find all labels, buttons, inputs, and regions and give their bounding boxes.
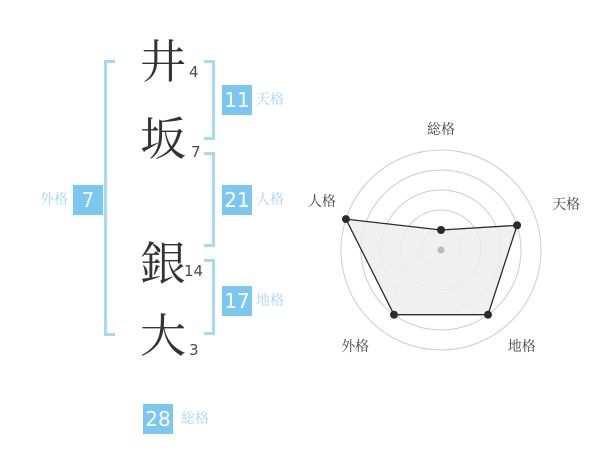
chikaku-value-badge: 17 [222, 286, 252, 316]
radar-data-point [390, 311, 398, 319]
radar-data-polygon [346, 219, 517, 315]
jinkaku-value-badge: 21 [222, 185, 252, 215]
jinkaku-label: 人格 [256, 192, 284, 208]
tenkaku-value-badge: 11 [222, 85, 252, 115]
name-character-1: 井 [140, 35, 186, 89]
radar-axis-label: 天格 [552, 197, 581, 214]
radar-data-point [484, 311, 492, 319]
name-character-4: 大 [140, 309, 186, 363]
radar-data-point [437, 226, 445, 234]
radar-axis-label: 総格 [427, 122, 455, 138]
stroke-count-4: 3 [189, 341, 199, 359]
chikaku-label: 地格 [256, 293, 284, 309]
gaikaku-label: 外格 [40, 192, 68, 208]
radar-axis-label: 外格 [341, 338, 370, 355]
stroke-count-2: 7 [191, 143, 201, 161]
soukaku-value-badge: 28 [143, 404, 173, 434]
stroke-count-3: 14 [184, 262, 204, 280]
stroke-count-1: 4 [189, 63, 199, 81]
radar-axis-label: 地格 [507, 338, 536, 355]
radar-data-point [513, 221, 521, 229]
name-character-2: 坂 [140, 112, 186, 166]
radar-axis-label: 人格 [307, 194, 336, 211]
soukaku-label: 総格 [181, 411, 209, 427]
radar-data-point [342, 215, 350, 223]
radar-center-dot [438, 247, 445, 254]
tenkaku-label: 天格 [256, 92, 284, 108]
name-character-3: 銀 [140, 237, 186, 291]
gaikaku-value-badge: 7 [73, 185, 103, 215]
